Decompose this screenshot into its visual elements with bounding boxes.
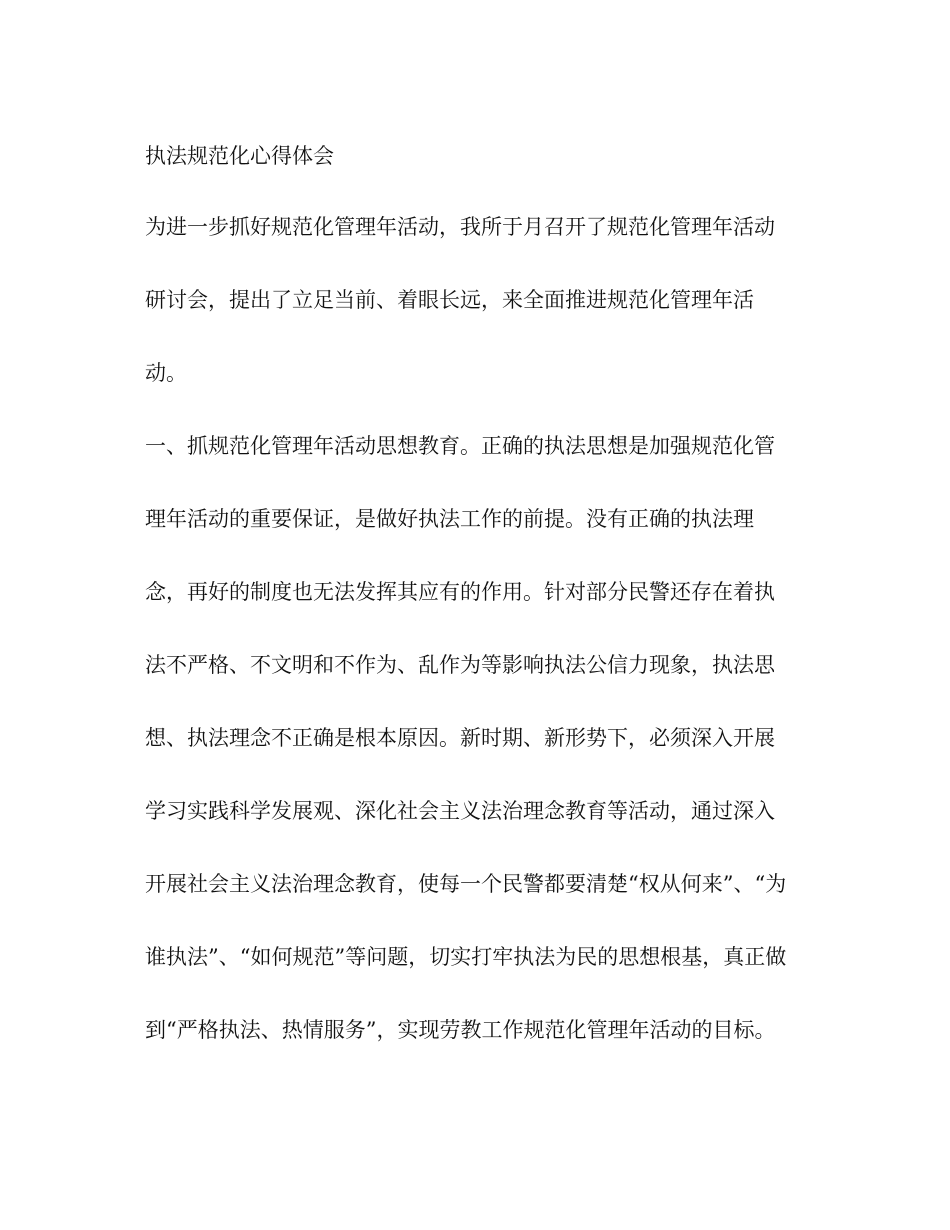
text-line: 为进一步抓好规范化管理年活动，我所于月召开了规范化管理年活动 bbox=[145, 215, 775, 239]
text-line: 想、执法理念不正确是根本原因。新时期、新形势下，必须深入开展 bbox=[145, 726, 775, 750]
text-line: 理年活动的重要保证，是做好执法工作的前提。没有正确的执法理 bbox=[145, 507, 754, 531]
text-line: 念，再好的制度也无法发挥其应有的作用。针对部分民警还存在着执 bbox=[145, 580, 775, 604]
document-title: 执法规范化心得体会 bbox=[145, 144, 334, 168]
text-line: 动。 bbox=[145, 361, 187, 385]
text-line: 研讨会，提出了立足当前、着眼长远，来全面推进规范化管理年活 bbox=[145, 288, 754, 312]
text-line: 开展社会主义法治理念教育，使每一个民警都要清楚“权从何来”、“为 bbox=[145, 872, 787, 896]
text-line: 法不严格、不文明和不作为、乱作为等影响执法公信力现象，执法思 bbox=[145, 653, 775, 677]
text-line: 一、抓规范化管理年活动思想教育。正确的执法思想是加强规范化管 bbox=[145, 434, 775, 458]
text-line: 学习实践科学发展观、深化社会主义法治理念教育等活动，通过深入 bbox=[145, 799, 775, 823]
text-line: 到“严格执法、热情服务”，实现劳教工作规范化管理年活动的目标。 bbox=[145, 1018, 776, 1042]
text-line: 谁执法”、“如何规范”等问题，切实打牢执法为民的思想根基，真正做 bbox=[145, 945, 787, 969]
